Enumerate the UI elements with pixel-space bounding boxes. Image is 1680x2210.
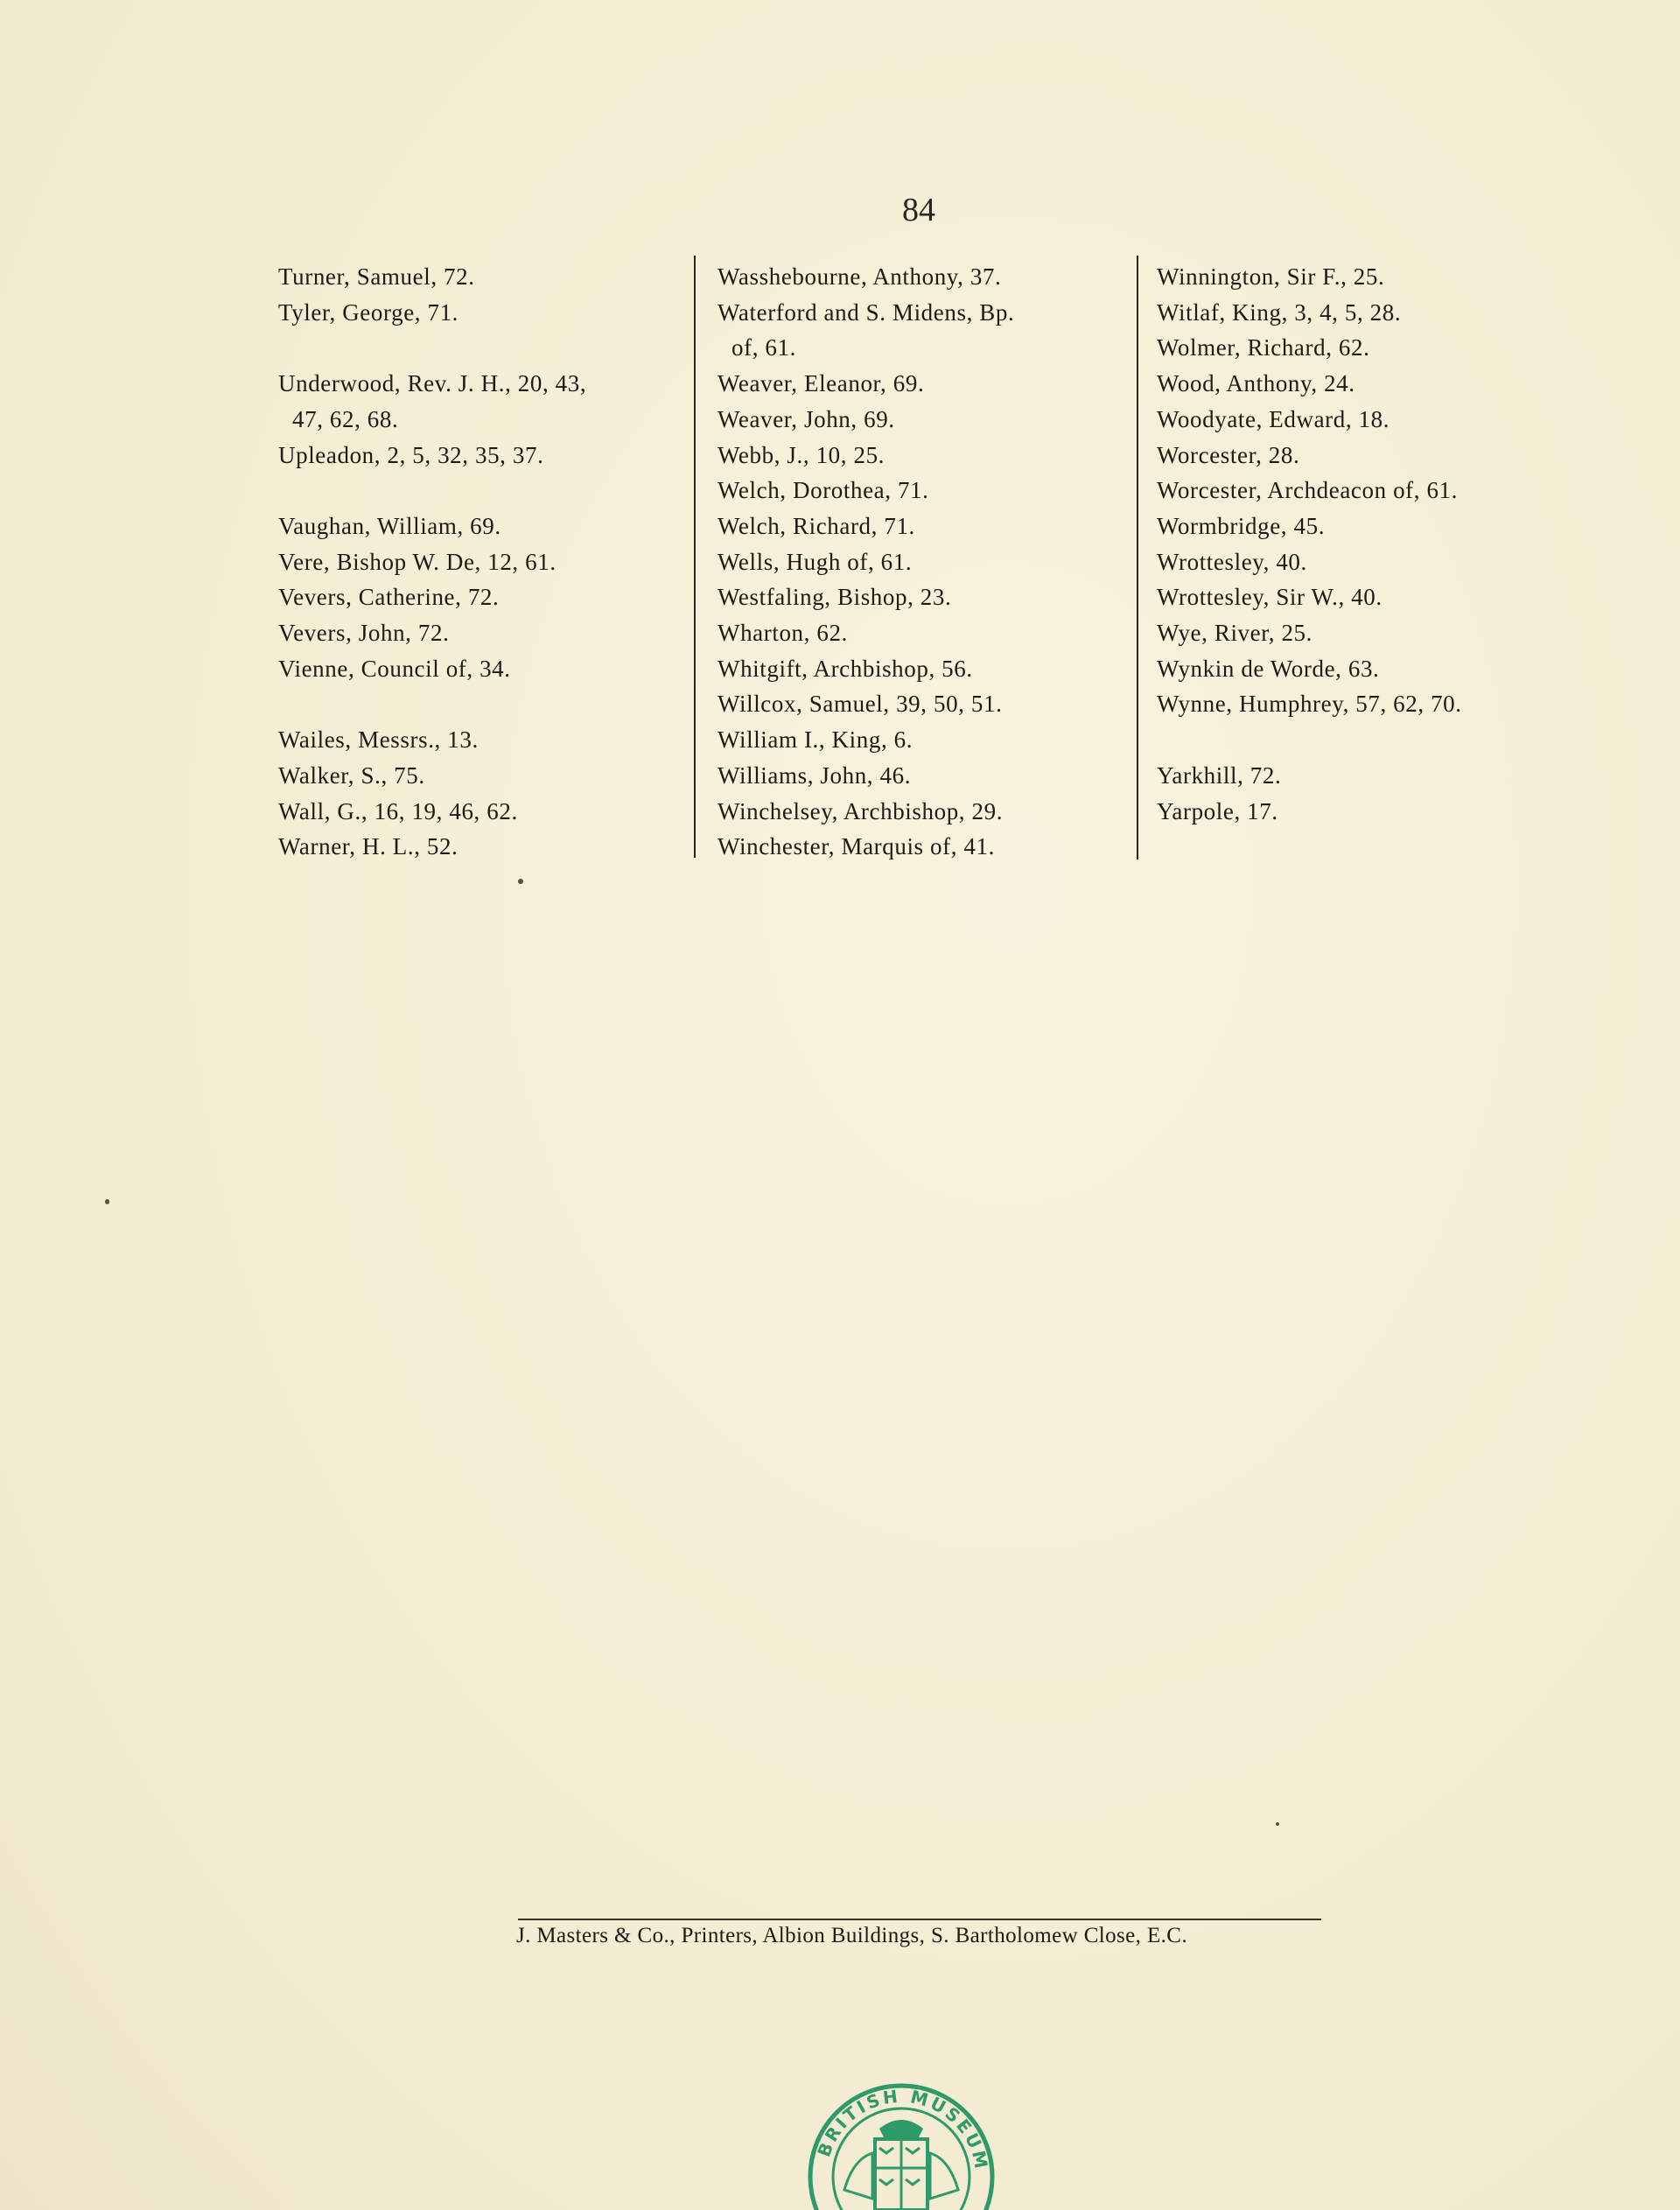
index-entry: Upleadon, 2, 5, 32, 35, 37. [278, 441, 544, 468]
paper-speck [105, 1199, 109, 1204]
index-entry: Weaver, Eleanor, 69. [718, 370, 925, 397]
index-column-2 [718, 259, 1138, 865]
index-entry: Vaughan, William, 69. [278, 512, 501, 539]
index-entry-continuation: 47, 62, 68. [292, 405, 399, 432]
index-entry: Wolmer, Richard, 62. [1157, 334, 1370, 361]
index-entry: Whitgift, Archbishop, 56. [718, 655, 973, 682]
index-entry: Wall, G., 16, 19, 46, 62. [278, 797, 518, 824]
index-entry: Winchelsey, Archbishop, 29. [718, 797, 1004, 824]
index-entry: Vere, Bishop W. De, 12, 61. [278, 548, 556, 575]
index-entry: Vienne, Council of, 34. [278, 655, 511, 682]
index-entry: Williams, John, 46. [718, 761, 912, 789]
column-divider [1137, 256, 1138, 859]
index-entry: Vevers, Catherine, 72. [278, 584, 500, 611]
index-entry: Westfaling, Bishop, 23. [718, 584, 952, 611]
index-entry: Witlaf, King, 3, 4, 5, 28. [1157, 298, 1402, 326]
entry-gap [278, 330, 690, 366]
index-entry: Yarkhill, 72. [1157, 761, 1282, 789]
printer-imprint: J. Masters & Co., Printers, Albion Buildings, S. Bartholomew Close, E.C. [516, 1924, 1188, 1947]
column-divider [694, 256, 696, 858]
index-entry: Wrottesley, 40. [1157, 548, 1307, 575]
index-entry: Willcox, Samuel, 39, 50, 51. [718, 691, 1003, 718]
index-entry: Wynkin de Worde, 63. [1157, 655, 1380, 682]
index-column-3 [1157, 259, 1568, 829]
entry-gap [278, 686, 690, 722]
index-entry: Worcester, 28. [1157, 441, 1300, 468]
index-entry: Vevers, John, 72. [278, 620, 450, 646]
index-entry: Wynne, Humphrey, 57, 62, 70. [1157, 691, 1462, 718]
entry-gap [278, 473, 690, 509]
imprint-rule [518, 1919, 1321, 1920]
british-museum-stamp-icon [792, 2076, 1011, 2210]
index-entry: Turner, Samuel, 72. [278, 263, 475, 290]
index-entry-continuation: of, 61. [732, 334, 796, 361]
index-entry: Waterford and S. Midens, Bp. [718, 298, 1015, 326]
index-entry: Wasshebourne, Anthony, 37. [718, 263, 1002, 290]
index-entry: Tyler, George, 71. [278, 298, 459, 326]
index-entry: Underwood, Rev. J. H., 20, 43, [278, 370, 587, 397]
index-entry: Winchester, Marquis of, 41. [718, 833, 995, 860]
index-entry: Wormbridge, 45. [1157, 512, 1326, 539]
index-entry: Wrottesley, Sir W., 40. [1157, 584, 1382, 611]
index-column-1 [278, 259, 690, 865]
entry-gap [1157, 722, 1568, 758]
stamp-legend: BRITISH MUSEUM [813, 2085, 993, 2173]
index-entry: Winnington, Sir F., 25. [1157, 263, 1385, 290]
index-entry: William I., King, 6. [718, 726, 914, 754]
index-entry: Wye, River, 25. [1157, 620, 1313, 647]
index-entry: Webb, J., 10, 25. [718, 441, 886, 468]
index-entry: Wailes, Messrs., 13. [278, 726, 479, 754]
index-entry: Welch, Dorothea, 71. [718, 477, 929, 504]
index-entry: Wood, Anthony, 24. [1157, 370, 1355, 397]
index-entry: Welch, Richard, 71. [718, 512, 915, 539]
index-entry: Woodyate, Edward, 18. [1157, 405, 1390, 432]
index-entry: Weaver, John, 69. [718, 405, 895, 432]
index-entry: Worcester, Archdeacon of, 61. [1157, 477, 1459, 504]
index-entry: Yarpole, 17. [1157, 797, 1278, 824]
paper-speck [518, 879, 523, 884]
page-number: 84 [902, 192, 935, 228]
paper-speck [1276, 1822, 1279, 1826]
index-entry: Warner, H. L., 52. [278, 833, 458, 860]
library-stamp [792, 2076, 1011, 2210]
index-entry: Wharton, 62. [718, 620, 848, 647]
index-entry: Walker, S., 75. [278, 761, 425, 789]
index-entry: Wells, Hugh of, 61. [718, 548, 913, 575]
